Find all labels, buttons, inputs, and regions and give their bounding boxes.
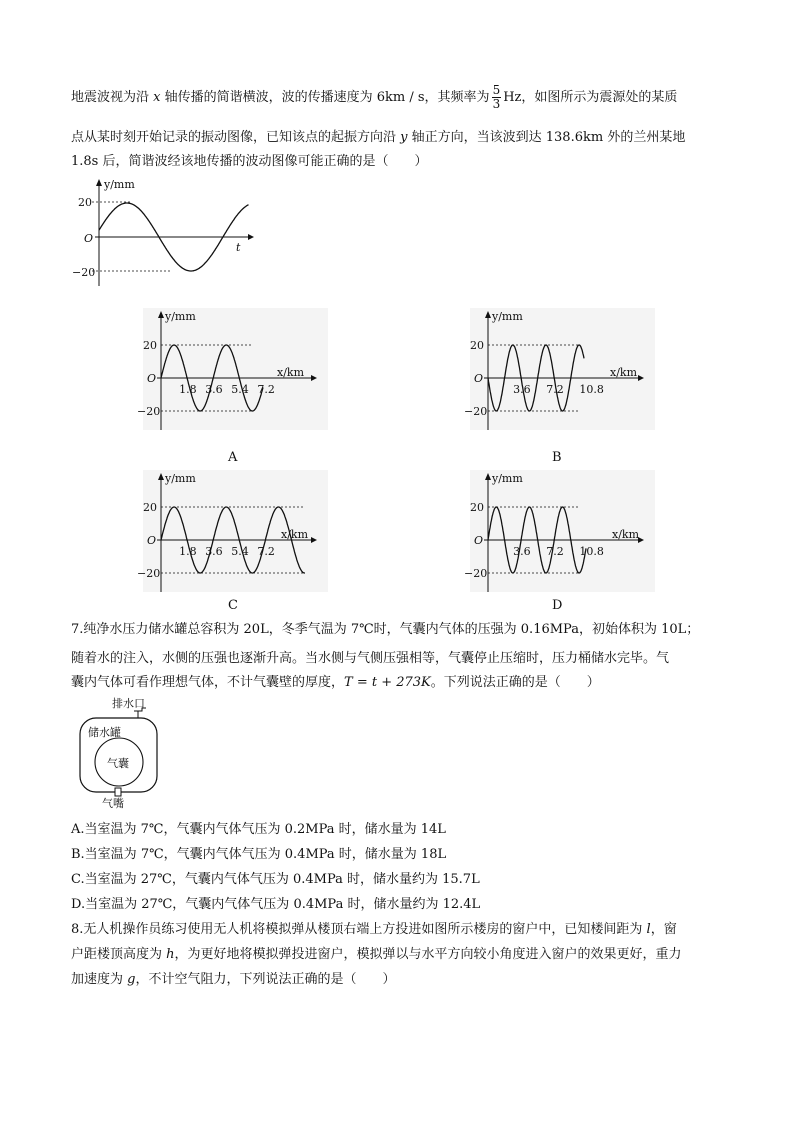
q8-text: 8.无人机操作员练习使用无人机将模拟弹从楼顶右端上方投进如图所示楼房的窗户中，已知楼间距为	[71, 922, 647, 937]
wave-speed: 6km / s	[376, 90, 425, 105]
q6-text: 点从某时刻开始记录的振动图像，已知该点的起振方向沿	[71, 130, 401, 145]
q7-line-3	[71, 674, 731, 692]
xtick-label: 5.4	[231, 545, 249, 558]
water-tank-diagram	[76, 694, 166, 809]
q6-text: 轴传播的简谐横波，波的传播速度为	[160, 90, 377, 105]
origin-label: O	[147, 534, 157, 547]
y-axis-label: y/mm	[492, 472, 523, 485]
var-h: h	[166, 947, 175, 962]
xtick-label: 10.8	[579, 383, 604, 396]
frequency-fraction	[492, 84, 502, 111]
freq-unit: Hz	[503, 90, 522, 105]
wave-graph-c	[135, 470, 335, 600]
q6-line-3: 1.8s 后，简谐波经该地传播的波动图像可能正确的是（ ）	[71, 154, 428, 169]
nozzle	[115, 788, 121, 796]
q6-line-2	[71, 129, 731, 147]
q8-text: 户距楼顶高度为	[71, 947, 167, 962]
ytick-label: −20	[464, 405, 488, 418]
q8-text: ，窗	[650, 922, 677, 937]
xtick-label: 10.8	[579, 545, 604, 558]
ytick-label: 20	[143, 339, 157, 352]
ytick-label: 20	[143, 501, 157, 514]
xtick-label: 1.8	[179, 383, 197, 396]
vibration-graph	[70, 176, 260, 291]
xtick-label: 7.2	[546, 383, 564, 396]
outlet-label: 排水口	[112, 697, 145, 710]
xtick-label: 7.2	[257, 545, 275, 558]
var-y: y	[400, 130, 408, 145]
q7-option-c: C.当室温为 27℃，气囊内气体气压为 0.4MPa 时，储水量约为 15.7L	[71, 872, 480, 887]
wave-graph-a	[135, 308, 335, 438]
wave-graph-d	[462, 470, 662, 600]
q8-text: 加速度为	[71, 972, 128, 987]
q8-text: ，不计空气阻力，下列说法正确的是（ ）	[135, 972, 396, 987]
y-axis-label: y/mm	[165, 472, 196, 485]
q8-text: ，为更好地将模拟弹投进窗户，模拟弹以与水平方向较小角度进入窗户的效果更好，重力	[174, 947, 682, 962]
wave-graph-b	[462, 308, 662, 438]
x-axis-label: x/km	[612, 528, 640, 541]
t-axis-label: t	[236, 241, 241, 254]
ytick-neg: −20	[72, 266, 96, 279]
ytick-label: −20	[137, 567, 161, 580]
nozzle-label: 气嘴	[102, 797, 124, 810]
xtick-label: 7.2	[546, 545, 564, 558]
q7-line-2: 随着水的注入，水侧的压强也逐渐升高。当水侧与气侧压强相等，气囊停止压缩时，压力桶储水完毕。气	[71, 651, 670, 666]
q7-option-a: A.当室温为 7℃，气囊内气体气压为 0.2MPa 时，储水量为 14L	[71, 822, 446, 837]
y-axis-label: y/mm	[492, 310, 523, 323]
q7-text: 。下列说法正确的是（ ）	[430, 675, 600, 690]
x-axis-label: x/km	[281, 528, 309, 541]
t-axis-arrow-icon	[248, 234, 254, 240]
origin-label: O	[84, 232, 94, 245]
tank-label: 储水罐	[88, 726, 121, 739]
caption-a: A	[228, 450, 238, 465]
ytick-label: −20	[464, 567, 488, 580]
var-l: l	[646, 922, 651, 937]
xtick-label: 1.8	[179, 545, 197, 558]
ytick-label: −20	[137, 405, 161, 418]
q8-line-3	[71, 971, 731, 989]
freq-numerator: 5	[492, 83, 501, 97]
q7-option-b: B.当室温为 7℃，气囊内气体气压为 0.4MPa 时，储水量为 18L	[71, 847, 447, 862]
q6-text: ，如图所示为震源处的某质	[521, 90, 678, 105]
temperature-formula: T = t + 273K	[344, 675, 431, 690]
q6-text: 地震波视为沿	[71, 90, 154, 105]
q8-line-1	[71, 921, 731, 939]
xtick-label: 3.6	[205, 545, 223, 558]
origin-label: O	[474, 372, 484, 385]
y-axis-label: y/mm	[104, 178, 135, 191]
q6-text: 轴正方向，当该波到达 138.6km 外的兰州某地	[407, 130, 686, 145]
xtick-label: 3.6	[513, 545, 531, 558]
origin-label: O	[474, 534, 484, 547]
caption-d: D	[552, 598, 563, 613]
ytick-label: 20	[470, 339, 484, 352]
q7-line-1: 7.纯净水压力储水罐总容积为 20L，冬季气温为 7℃时，气囊内气体的压强为 0.16MPa，初始体积为 10L；	[71, 622, 700, 637]
var-x: x	[153, 90, 161, 105]
y-axis-label: y/mm	[165, 310, 196, 323]
xtick-label: 7.2	[257, 383, 275, 396]
q7-option-d: D.当室温为 27℃，气囊内气体气压为 0.4MPa 时，储水量约为 12.4L	[71, 897, 481, 912]
ytick-pos: 20	[78, 196, 92, 209]
xtick-label: 3.6	[513, 383, 531, 396]
xtick-label: 3.6	[205, 383, 223, 396]
var-g: g	[127, 972, 136, 987]
origin-label: O	[147, 372, 157, 385]
y-axis-arrow-icon	[96, 179, 102, 186]
ytick-label: 20	[470, 501, 484, 514]
air-bag-label: 气囊	[107, 757, 129, 770]
q8-line-2	[71, 946, 731, 964]
xtick-label: 5.4	[231, 383, 249, 396]
q6-line-1	[71, 84, 731, 111]
q6-text: ，其频率为	[424, 90, 490, 105]
x-axis-label: x/km	[277, 366, 305, 379]
freq-denominator: 3	[492, 97, 501, 111]
caption-b: B	[552, 450, 562, 465]
caption-c: C	[228, 598, 238, 613]
x-axis-label: x/km	[610, 366, 638, 379]
q7-text: 囊内气体可看作理想气体，不计气囊壁的厚度，	[71, 675, 345, 690]
